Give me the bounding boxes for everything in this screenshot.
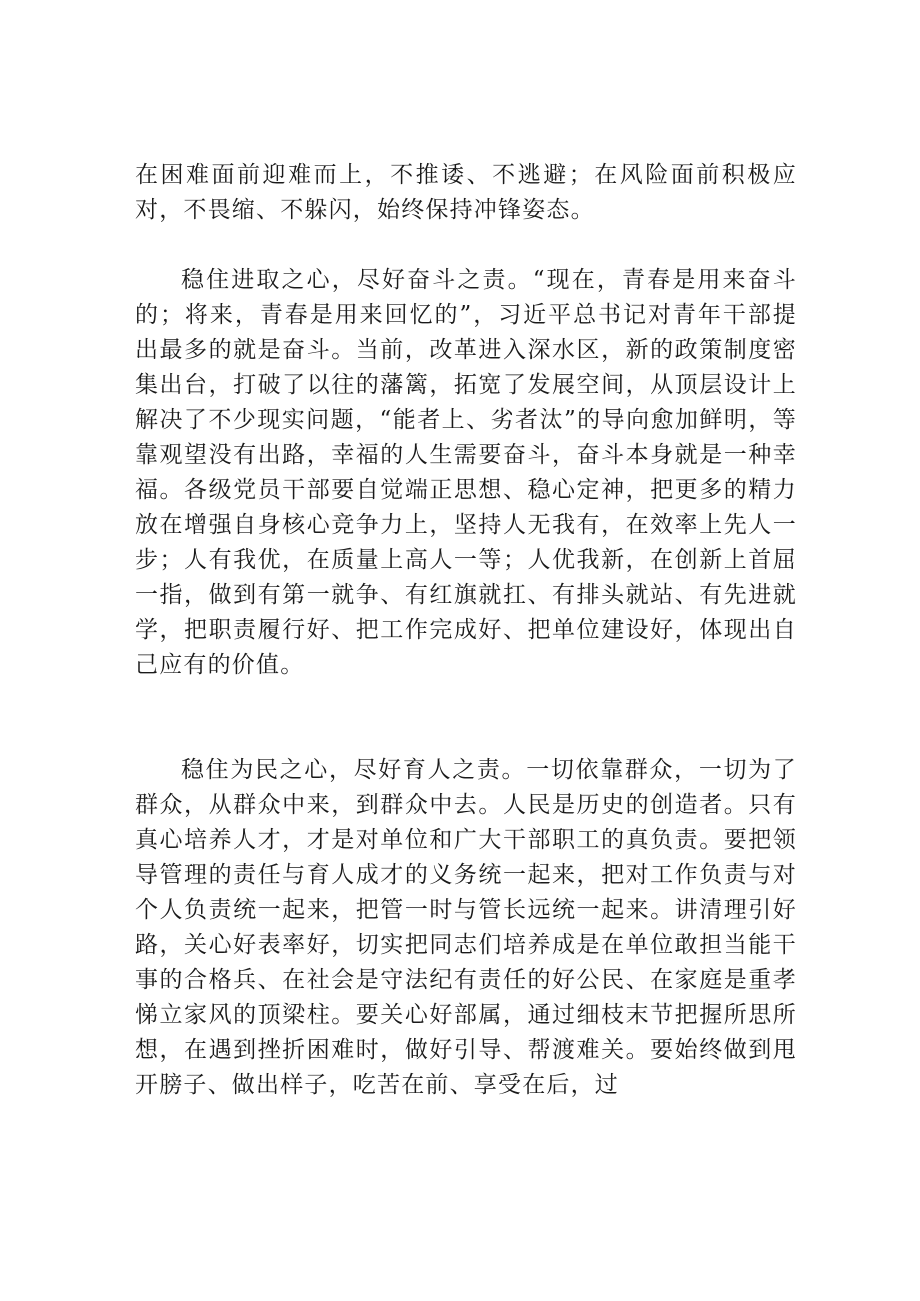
paragraph-continuation	[135, 158, 797, 228]
paragraph-text: 稳住进取之心，尽好奋斗之责。“现在，青春是用来奋斗的；将来，青春是用来回忆的”，习近平总书记对青年干部提出最多的就是奋斗。当前，改革进入深水区，新的政策制度密集出台，打破了以往的藩篱，拓宽了发展空间，从顶层设计上解决了不少现实问题，“能者上、劣者汰”的导向愈加鲜明，等靠观望没有出路，幸福的人生需要奋斗，奋斗本身就是一种幸福。各级党员干部要自觉端正思想、稳心定神，把更多的精力放在增强自身核心竞争力上，坚持人无我有，在效率上先人一步；人有我优，在质量上高人一等；人优我新，在创新上首屈一指，做到有第一就争、有红旗就扛、有排头就站、有先进就学，把职责履行好、把工作完成好、把单位建设好，体现出自己应有的价值。	[135, 267, 797, 678]
paragraph-people	[135, 753, 797, 1103]
paragraph-text: 稳住为民之心，尽好育人之责。一切依靠群众，一切为了群众，从群众中来，到群众中去。人民是历史的创造者。只有真心培养人才，才是对单位和广大干部职工的真负责。要把领导管理的责任与育人成才的义务统一起来，把对工作负责与对个人负责统一起来，把管一时与管长远统一起来。讲清理引好路，关心好表率好，切实把同志们培养成是在单位敢担当能干事的合格兵、在社会是守法纪有责任的好公民、在家庭是重孝悌立家风的顶梁柱。要关心好部属，通过细枝末节把握所思所想，在遇到挫折困难时，做好引导、帮渡难关。要始终做到甩开膀子、做出样子，吃苦在前、享受在后，过	[135, 757, 797, 1098]
paragraph-striving	[135, 263, 797, 683]
paragraph-text: 在困难面前迎难而上，不推诿、不逃避；在风险面前积极应对，不畏缩、不躲闪，始终保持冲锋姿态。	[135, 162, 797, 223]
